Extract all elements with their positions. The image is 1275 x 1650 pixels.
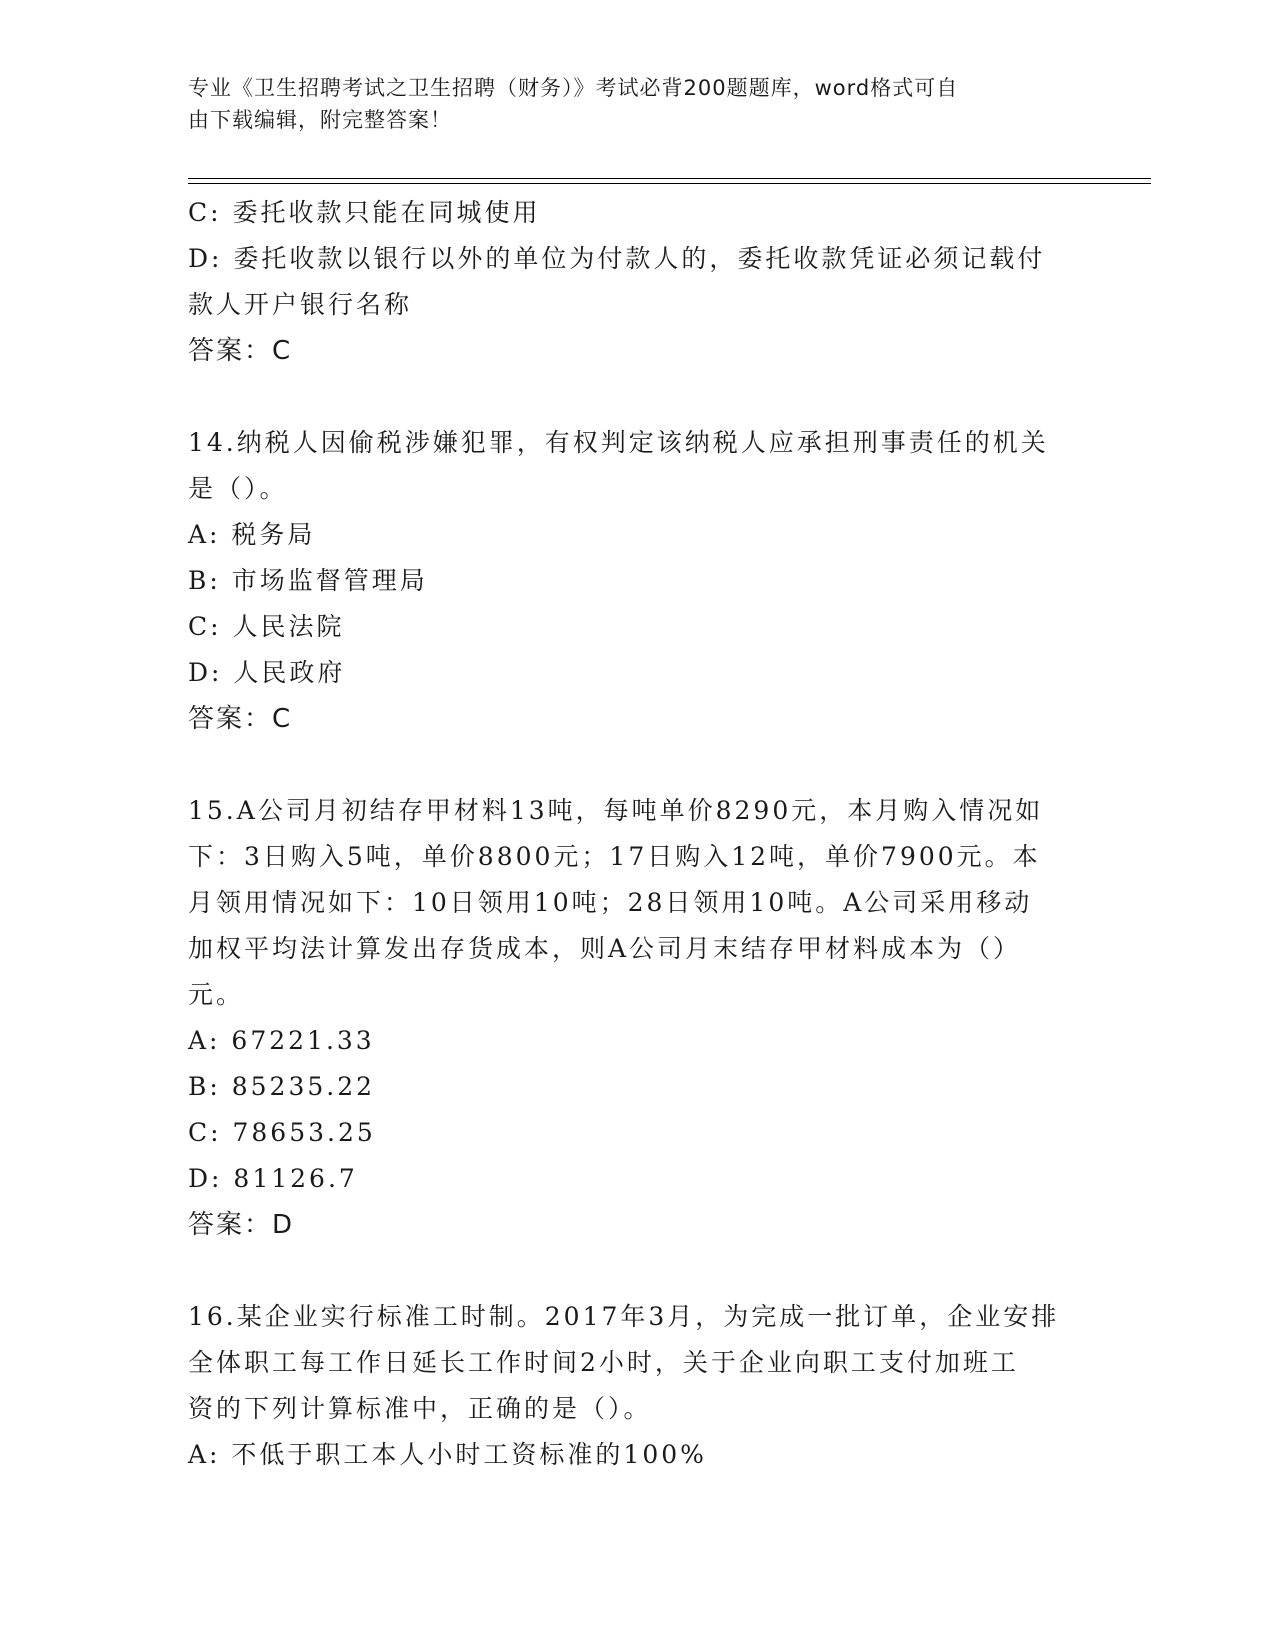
option-d: D: 81126.7 bbox=[188, 1164, 358, 1193]
document-body bbox=[188, 190, 1088, 1478]
option-c: C: 人民法院 bbox=[188, 612, 345, 641]
question-text-line-2: 全体职工每工作日延长工作时间2小时，关于企业向职工支付加班工 bbox=[188, 1348, 1019, 1377]
option-d-line-1: D: 委托收款以银行以外的单位为付款人的，委托收款凭证必须记载付 bbox=[188, 244, 1046, 273]
answer: 答案：D bbox=[188, 1210, 295, 1240]
spacer bbox=[188, 1248, 1088, 1294]
header-line-1: 专业《卫生招聘考试之卫生招聘（财务）》考试必背200题题库，word格式可自 bbox=[188, 76, 959, 100]
option-c: C: 委托收款只能在同城使用 bbox=[188, 198, 541, 227]
option-d: D: 人民政府 bbox=[188, 658, 346, 687]
option-c: C: 78653.25 bbox=[188, 1118, 376, 1147]
header-rule-bottom bbox=[188, 183, 1151, 184]
option-a: A: 67221.33 bbox=[188, 1026, 375, 1055]
question-14 bbox=[188, 420, 1088, 742]
question-13-tail bbox=[188, 190, 1088, 374]
option-a: A: 税务局 bbox=[188, 520, 316, 549]
question-text-line-1: 14.纳税人因偷税涉嫌犯罪，有权判定该纳税人应承担刑事责任的机关 bbox=[188, 428, 1049, 457]
option-a: A: 不低于职工本人小时工资标准的100% bbox=[188, 1440, 707, 1469]
option-b: B: 市场监督管理局 bbox=[188, 566, 428, 595]
question-text-line-4: 加权平均法计算发出存货成本，则A公司月末结存甲材料成本为（） bbox=[188, 934, 1022, 963]
question-text-line-1: 16.某企业实行标准工时制。2017年3月，为完成一批订单，企业安排 bbox=[188, 1302, 1060, 1331]
question-text-line-2: 是（）。 bbox=[188, 474, 288, 503]
header-rule-top bbox=[188, 178, 1151, 179]
question-15 bbox=[188, 788, 1088, 1248]
question-text-line-1: 15.A公司月初结存甲材料13吨，每吨单价8290元，本月购入情况如 bbox=[188, 796, 1044, 825]
answer: 答案：C bbox=[188, 704, 293, 734]
option-d-line-2: 款人开户银行名称 bbox=[188, 290, 413, 319]
question-16 bbox=[188, 1294, 1088, 1478]
spacer bbox=[188, 742, 1088, 788]
document-header bbox=[188, 72, 1088, 136]
question-text-line-2: 下：3日购入5吨，单价8800元；17日购入12吨，单价7900元。本 bbox=[188, 842, 1041, 871]
spacer bbox=[188, 374, 1088, 420]
header-line-2: 由下载编辑，附完整答案！ bbox=[188, 108, 452, 132]
question-text-line-5: 元。 bbox=[188, 980, 245, 1009]
option-b: B: 85235.22 bbox=[188, 1072, 376, 1101]
answer: 答案：C bbox=[188, 336, 293, 366]
question-text-line-3: 月领用情况如下：10日领用10吨；28日领用10吨。A公司采用移动 bbox=[188, 888, 1033, 917]
question-text-line-3: 资的下列计算标准中，正确的是（）。 bbox=[188, 1394, 652, 1423]
